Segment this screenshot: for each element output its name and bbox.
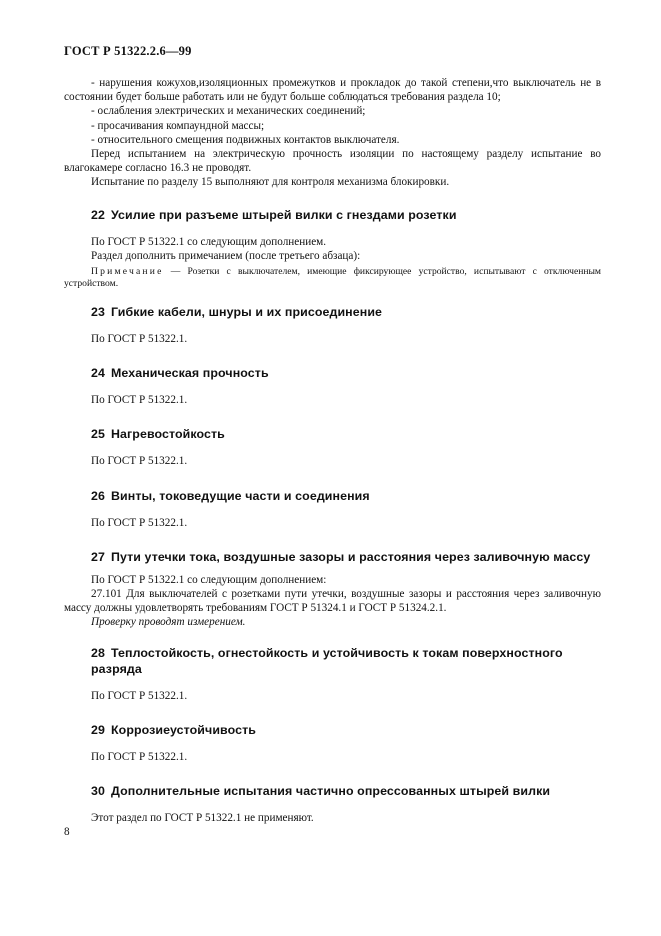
page-number: 8: [64, 826, 70, 838]
section-24-heading: [64, 365, 601, 381]
section-22-paragraph-2: Раздел дополнить примечанием (после третьего абзаца):: [91, 249, 361, 262]
section-number: 30: [91, 784, 105, 799]
section-22-note: [64, 266, 601, 290]
section-30-heading: [64, 783, 601, 799]
section-title: Коррозиеустойчивость: [110, 722, 256, 737]
section-28-heading: [64, 645, 601, 677]
section-23-heading: [64, 304, 601, 320]
section-24-paragraph-1: По ГОСТ Р 51322.1.: [91, 394, 188, 407]
intro-item-1: - нарушения кожухов,изоляционных промежутков и прокладок до такой степени,что выключатель не в состоянии будет больше работать или не будут больше соблюдаться требования раздела 10;: [64, 77, 601, 104]
section-27-heading: [64, 549, 601, 565]
intro-item-4: - относительного смещения подвижных контактов выключателя.: [91, 133, 400, 146]
section-30-paragraph-1: Этот раздел по ГОСТ Р 51322.1 не применяют.: [91, 812, 314, 825]
section-28-paragraph-1: По ГОСТ Р 51322.1.: [91, 689, 188, 702]
section-number: 27: [91, 549, 105, 564]
section-title: Гибкие кабели, шнуры и их присоединение: [110, 305, 383, 320]
section-title: Теплостойкость, огнестойкость и устойчивость к токам поверхностного разряда: [91, 645, 563, 676]
section-27-paragraph-3: Проверку проводят измерением.: [91, 616, 246, 629]
section-25-paragraph-1: По ГОСТ Р 51322.1.: [91, 455, 188, 468]
section-25-heading: [64, 426, 601, 442]
section-23-paragraph-1: По ГОСТ Р 51322.1.: [91, 333, 188, 346]
section-title: Механическая прочность: [110, 366, 269, 381]
section-number: 23: [91, 305, 105, 320]
document-body: [64, 76, 601, 825]
note-label: Примечание: [91, 266, 164, 278]
section-26-heading: [64, 488, 601, 504]
intro-paragraph-2: Испытание по разделу 15 выполняют для контроля механизма блокировки.: [91, 176, 450, 189]
document-header: ГОСТ Р 51322.2.6—99: [64, 44, 192, 58]
section-title: Дополнительные испытания частично опрессованных штырей вилки: [110, 784, 551, 799]
section-number: 26: [91, 488, 105, 503]
section-27-paragraph-1: По ГОСТ Р 51322.1 со следующим дополнением:: [91, 573, 327, 586]
section-29-paragraph-1: По ГОСТ Р 51322.1.: [91, 750, 188, 763]
section-22-heading: [64, 207, 601, 223]
section-number: 28: [91, 645, 105, 660]
section-title: Пути утечки тока, воздушные зазоры и расстояния через заливочную массу: [110, 549, 591, 564]
section-title: Нагревостойкость: [110, 427, 225, 442]
section-number: 24: [91, 366, 105, 381]
section-27-paragraph-2: 27.101 Для выключателей с розетками пути утечки, воздушные зазоры и расстояния через заливочную массу должны удовлетворять требованиям ГОСТ Р 51324.1 и ГОСТ Р 51324.2.1.: [64, 588, 601, 615]
section-title: Усилие при разъеме штырей вилки с гнездами розетки: [110, 207, 457, 222]
section-22-paragraph-1: По ГОСТ Р 51322.1 со следующим дополнением.: [91, 235, 327, 248]
note-text: — Розетки с выключателем, имеющие фиксирующее устройство, испытывают с отключенным устройством.: [64, 266, 601, 290]
intro-item-2: - ослабления электрических и механических соединений;: [91, 105, 366, 118]
section-29-heading: [64, 722, 601, 738]
section-26-paragraph-1: По ГОСТ Р 51322.1.: [91, 516, 188, 529]
intro-paragraph-1: Перед испытанием на электрическую прочность изоляции по настоящему разделу испытание во влагокамере согласно 16.3 не проводят.: [64, 148, 601, 175]
section-number: 25: [91, 427, 105, 442]
section-title: Винты, токоведущие части и соединения: [110, 488, 370, 503]
section-number: 22: [91, 207, 105, 222]
section-number: 29: [91, 722, 105, 737]
intro-item-3: - просачивания компаундной массы;: [91, 119, 265, 132]
